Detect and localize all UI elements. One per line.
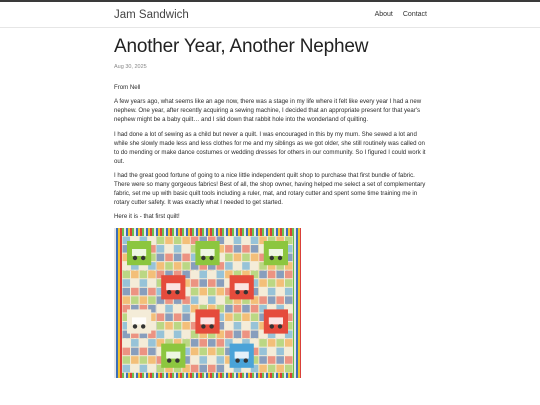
quilt-confetti-square (259, 339, 267, 347)
quilt-confetti-square (148, 271, 156, 279)
quilt-vehicle-body (166, 283, 180, 290)
quilt-confetti-square (259, 348, 267, 356)
quilt-confetti-square (208, 279, 216, 287)
quilt-confetti-square (140, 348, 148, 356)
quilt-confetti-square (259, 297, 267, 305)
quilt-confetti-square (217, 365, 225, 373)
quilt-confetti-square (225, 262, 233, 270)
quilt-confetti-square (140, 365, 148, 373)
quilt-confetti-square (208, 365, 216, 373)
quilt-vehicle-wheel (141, 256, 145, 260)
quilt-confetti-square (276, 279, 284, 287)
quilt-confetti-square (242, 305, 250, 313)
quilt-border-stripe (116, 228, 118, 378)
quilt-confetti-square (276, 339, 284, 347)
quilt-confetti-square (217, 339, 225, 347)
site-title-link[interactable]: Jam Sandwich (114, 9, 189, 21)
quilt-confetti-square (174, 245, 182, 253)
quilt-confetti-square (157, 322, 165, 330)
quilt-confetti-square (157, 262, 165, 270)
quilt-confetti-square (285, 348, 293, 356)
quilt-border-stripe (118, 228, 120, 378)
quilt-confetti-square (268, 356, 276, 364)
quilt-confetti-square (148, 348, 156, 356)
quilt-confetti-square (217, 279, 225, 287)
post-content (114, 83, 426, 221)
quilt-confetti-square (157, 237, 165, 245)
quilt-confetti-square (182, 245, 190, 253)
quilt-vehicle-body (132, 249, 146, 256)
quilt-confetti-square (208, 297, 216, 305)
quilt-vehicle-wheel (133, 324, 137, 328)
quilt-confetti-square (191, 271, 199, 279)
nav-contact-link[interactable]: Contact (402, 11, 427, 18)
quilt-confetti-square (217, 356, 225, 364)
quilt-confetti-square (140, 297, 148, 305)
quilt-confetti-square (182, 254, 190, 262)
quilt-confetti-square (285, 365, 293, 373)
quilt-confetti-square (251, 237, 259, 245)
post-paragraph: I had done a lot of sewing as a child but never a quilt. I was encouraged in this by my mum. She sewed a lot and while she slowly made less and less clothes for me and my siblings as we got older, she still routinely was called on to do mending or make dance costumes or wedding dresses for others in our community. So I figured I could work it out. (114, 130, 426, 165)
quilt-confetti-square (165, 322, 173, 330)
post-paragraph: From Nell (114, 84, 141, 91)
quilt-confetti-square (225, 305, 233, 313)
quilt-vehicle-body (132, 318, 146, 325)
quilt-confetti-square (217, 271, 225, 279)
quilt-confetti-square (174, 262, 182, 270)
quilt-confetti-square (140, 356, 148, 364)
quilt-confetti-square (191, 365, 199, 373)
quilt-confetti-square (276, 356, 284, 364)
quilt-confetti-square (234, 322, 242, 330)
quilt-vehicle-wheel (201, 256, 205, 260)
quilt-confetti-square (285, 356, 293, 364)
quilt-confetti-square (157, 305, 165, 313)
quilt-confetti-square (225, 237, 233, 245)
quilt-confetti-square (148, 297, 156, 305)
quilt-confetti-square (182, 305, 190, 313)
quilt-vehicle-body (166, 352, 180, 359)
quilt-confetti-square (182, 314, 190, 322)
quilt-border-stripe (294, 228, 296, 378)
quilt-confetti-square (259, 279, 267, 287)
quilt-confetti-square (225, 245, 233, 253)
quilt-confetti-square (182, 322, 190, 330)
quilt-confetti-square (140, 271, 148, 279)
quilt-confetti-square (191, 348, 199, 356)
quilt-confetti-square (242, 331, 250, 339)
quilt-confetti-square (199, 271, 207, 279)
quilt-confetti-square (191, 288, 199, 296)
quilt-confetti-square (165, 262, 173, 270)
quilt-confetti-square (285, 279, 293, 287)
quilt-confetti-square (234, 305, 242, 313)
quilt-confetti-square (208, 339, 216, 347)
quilt-confetti-square (157, 314, 165, 322)
quilt-border-stripe (114, 228, 116, 378)
quilt-confetti-square (251, 322, 259, 330)
quilt-vehicle-wheel (175, 359, 179, 363)
quilt-border-stripe (296, 228, 298, 378)
quilt-confetti-square (199, 297, 207, 305)
quilt-confetti-square (131, 271, 139, 279)
quilt-confetti-square (251, 314, 259, 322)
quilt-confetti-square (268, 365, 276, 373)
quilt-vehicle-wheel (175, 290, 179, 294)
quilt-confetti-square (140, 288, 148, 296)
quilt-confetti-square (123, 348, 131, 356)
post-title: Another Year, Another Nephew (114, 36, 369, 57)
quilt-confetti-square (242, 314, 250, 322)
quilt-confetti-square (242, 322, 250, 330)
quilt-confetti-square (217, 348, 225, 356)
quilt-confetti-square (123, 365, 131, 373)
quilt-confetti-square (225, 254, 233, 262)
quilt-confetti-square (157, 331, 165, 339)
quilt-vehicle-wheel (167, 290, 171, 294)
quilt-vehicle-wheel (201, 324, 205, 328)
quilt-confetti-square (165, 237, 173, 245)
quilt-vehicle-wheel (235, 290, 239, 294)
post-main (114, 36, 426, 378)
quilt-confetti-square (234, 237, 242, 245)
quilt-confetti-square (174, 322, 182, 330)
quilt-vehicle-body (200, 318, 214, 325)
quilt-confetti-square (157, 245, 165, 253)
quilt-confetti-square (234, 331, 242, 339)
quilt-confetti-square (191, 297, 199, 305)
quilt-confetti-square (268, 288, 276, 296)
quilt-vehicle-wheel (209, 324, 213, 328)
quilt-vehicle-wheel (278, 256, 282, 260)
quilt-confetti-square (268, 348, 276, 356)
quilt-confetti-square (242, 262, 250, 270)
quilt-confetti-square (276, 348, 284, 356)
quilt-confetti-square (225, 322, 233, 330)
quilt-confetti-square (174, 305, 182, 313)
quilt-vehicle-body (200, 249, 214, 256)
quilt-photo (114, 228, 301, 378)
quilt-confetti-square (285, 288, 293, 296)
quilt-confetti-square (217, 288, 225, 296)
quilt-confetti-square (165, 254, 173, 262)
site-header (0, 2, 540, 28)
quilt-confetti-square (123, 356, 131, 364)
quilt-confetti-square (208, 348, 216, 356)
quilt-confetti-square (140, 279, 148, 287)
quilt-confetti-square (131, 297, 139, 305)
quilt-confetti-square (123, 339, 131, 347)
quilt-confetti-square (225, 331, 233, 339)
quilt-confetti-square (268, 297, 276, 305)
quilt-confetti-square (268, 271, 276, 279)
quilt-vehicle-wheel (278, 324, 282, 328)
quilt-confetti-square (234, 262, 242, 270)
quilt-vehicle-body (269, 318, 283, 325)
quilt-confetti-square (285, 339, 293, 347)
quilt-confetti-square (123, 297, 131, 305)
quilt-vehicle-body (235, 283, 249, 290)
quilt-confetti-square (131, 365, 139, 373)
quilt-confetti-square (251, 245, 259, 253)
quilt-confetti-square (208, 288, 216, 296)
post-paragraph: I had the great good fortune of going to a nice little independent quilt shop to purchase that first bundle of fabric. There were so many gorgeous fabrics! Best of all, the shop owner, having helped me select a set of complementary fabric, set me up with basic quilt tools including a ruler, mat, and rotary cutter and spent some time training me in rotary cutter safety. It was exactly what I needed to get started. (114, 171, 426, 206)
quilt-vehicle-wheel (244, 359, 248, 363)
quilt-confetti-square (268, 339, 276, 347)
quilt-confetti-square (182, 262, 190, 270)
quilt-confetti-square (148, 365, 156, 373)
quilt-confetti-square (131, 288, 139, 296)
quilt-confetti-square (199, 356, 207, 364)
post-paragraph: A few years ago, what seems like an age now, there was a stage in my life where it felt like every year I had a new nephew. One year, after recently acquiring a sewing machine, I decided that an appropriate present for that year's nephew might be a baby quilt… and I slid down that rabbit hole into the wonderland of quilting. (114, 98, 422, 124)
post-date: Aug 30, 2025 (114, 64, 147, 70)
quilt-confetti-square (259, 365, 267, 373)
quilt-confetti-square (191, 279, 199, 287)
quilt-confetti-square (276, 288, 284, 296)
quilt-confetti-square (165, 245, 173, 253)
quilt-confetti-square (199, 365, 207, 373)
quilt-confetti-square (131, 279, 139, 287)
quilt-confetti-square (208, 356, 216, 364)
quilt-confetti-square (174, 254, 182, 262)
quilt-confetti-square (191, 339, 199, 347)
quilt-confetti-square (199, 339, 207, 347)
quilt-confetti-square (259, 271, 267, 279)
quilt-vehicle-wheel (209, 256, 213, 260)
quilt-confetti-square (276, 271, 284, 279)
quilt-vehicle-wheel (235, 359, 239, 363)
quilt-vehicle-wheel (167, 359, 171, 363)
quilt-confetti-square (251, 254, 259, 262)
quilt-confetti-square (251, 262, 259, 270)
quilt-confetti-square (148, 356, 156, 364)
quilt-confetti-square (217, 297, 225, 305)
quilt-confetti-square (234, 254, 242, 262)
quilt-confetti-square (199, 348, 207, 356)
quilt-confetti-square (276, 365, 284, 373)
quilt-confetti-square (174, 314, 182, 322)
quilt-confetti-square (242, 245, 250, 253)
quilt-confetti-square (268, 279, 276, 287)
quilt-confetti-square (191, 356, 199, 364)
quilt-vehicle-wheel (270, 324, 274, 328)
quilt-confetti-square (174, 237, 182, 245)
quilt-border-stripe (120, 228, 122, 378)
quilt-confetti-square (259, 356, 267, 364)
quilt-confetti-square (123, 288, 131, 296)
quilt-confetti-square (165, 305, 173, 313)
main-nav (375, 11, 427, 18)
quilt-vehicle-wheel (270, 256, 274, 260)
quilt-vehicle-wheel (141, 324, 145, 328)
quilt-confetti-square (148, 339, 156, 347)
quilt-confetti-square (165, 314, 173, 322)
quilt-confetti-square (251, 305, 259, 313)
quilt-confetti-square (234, 314, 242, 322)
quilt-confetti-square (225, 314, 233, 322)
quilt-vehicle-wheel (244, 290, 248, 294)
quilt-confetti-square (234, 245, 242, 253)
quilt-confetti-square (165, 331, 173, 339)
quilt-vehicle-body (235, 352, 249, 359)
quilt-confetti-square (140, 339, 148, 347)
quilt-confetti-square (131, 356, 139, 364)
quilt-border-stripe (300, 228, 301, 378)
quilt-confetti-square (123, 271, 131, 279)
quilt-confetti-square (131, 348, 139, 356)
quilt-confetti-square (285, 297, 293, 305)
quilt-confetti-square (242, 254, 250, 262)
quilt-vehicle-body (269, 249, 283, 256)
quilt-confetti-square (242, 237, 250, 245)
quilt-confetti-square (285, 271, 293, 279)
quilt-confetti-square (174, 331, 182, 339)
quilt-confetti-square (199, 279, 207, 287)
quilt-confetti-square (251, 331, 259, 339)
nav-about-link[interactable]: About (374, 11, 393, 18)
quilt-confetti-square (276, 297, 284, 305)
quilt-confetti-square (182, 237, 190, 245)
quilt-border-stripe (298, 228, 300, 378)
quilt-confetti-square (199, 288, 207, 296)
quilt-illustration (114, 228, 301, 378)
quilt-confetti-square (208, 271, 216, 279)
quilt-confetti-square (131, 339, 139, 347)
quilt-confetti-square (182, 331, 190, 339)
quilt-confetti-square (148, 288, 156, 296)
quilt-confetti-square (259, 288, 267, 296)
quilt-confetti-square (123, 279, 131, 287)
quilt-confetti-square (148, 279, 156, 287)
quilt-confetti-square (157, 254, 165, 262)
quilt-vehicle-wheel (133, 256, 137, 260)
post-paragraph: Here it is - that first quilt! (114, 213, 180, 221)
